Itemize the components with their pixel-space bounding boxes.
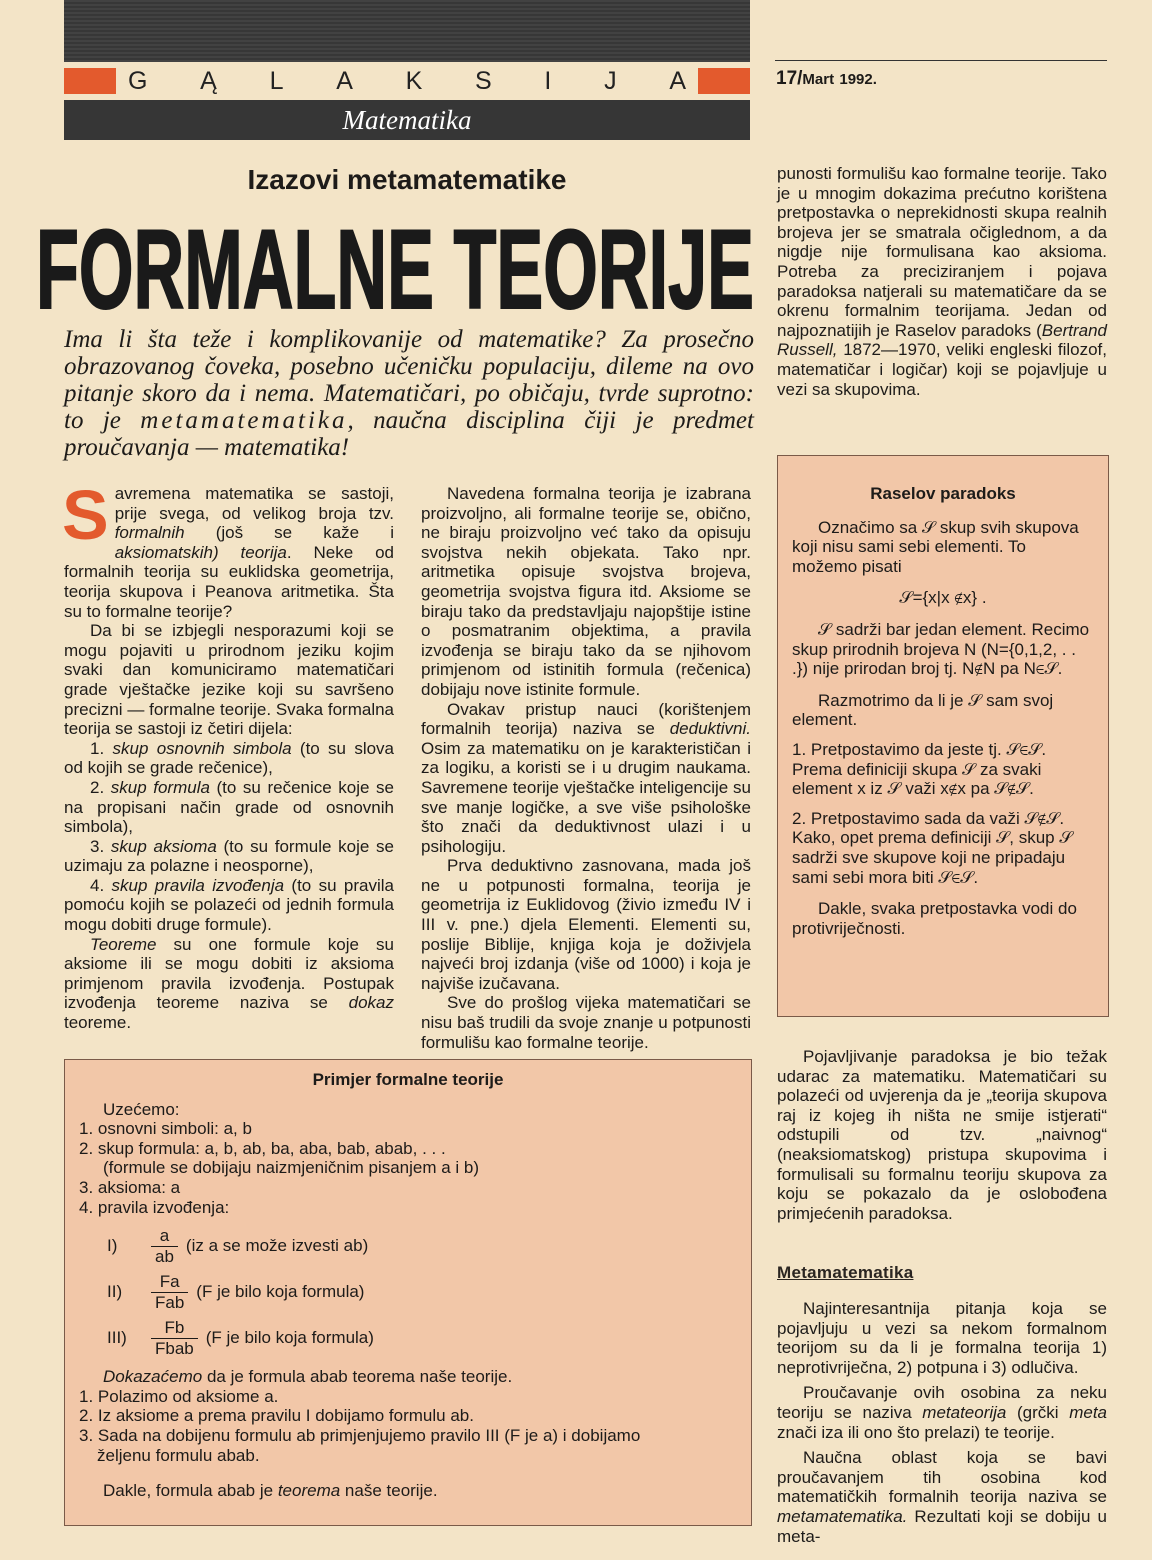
paragraph: Navedena formalna teorija je izabrana proizvoljno, ali formalne teorije se, obično, ne biraju proizvoljno već tako da opisuju svojstva nekih objekata. Tako npr. aritmetika opisuje svojstva brojeva, geometrija svojstva figura itd. Aksiome se biraju tako da predstavljaju najopštije istine o posmatranim objektima, a pravila izvođenja se biraju tako da se njihovom primjenom od istinitih formula (rečenica) dobijaju nove istinite formule. bbox=[421, 484, 751, 699]
paragraph: Ovakav pristup nauci (korištenjem formalnih teorija) naziva se deduktivni. Osim za matematiku on je karakterističan i za logiku, a koristi se i u drugim naukama. Savremene teorije vještačke inteligencije su sve manje logičke, a sve više psihološke što znači da deduktivnost ulazi i u psihologiju. bbox=[421, 699, 751, 856]
article-column-3-middle bbox=[777, 1047, 1107, 1223]
masthead-texture-bar bbox=[64, 0, 750, 62]
list-item: 4. pravila izvođenja: bbox=[79, 1197, 230, 1217]
paragraph: Prva deduktivno zasnovana, mada još ne u potpunosti formalna, teorija je geometrija iz Euklidovog (živio između IV i III v. pne.) djela Elementi. Elementi su, poslije Biblije, knjiga koja je doživjela najveći broj izdanja (više od 1000) i koja je najviše izučavana. bbox=[421, 856, 751, 993]
box-title: Raselov paradoks bbox=[870, 484, 1016, 503]
brand-letter: Ą bbox=[200, 67, 219, 95]
proof-step: 2. Iz aksiome a prema pravilu I dobijamo formulu ab. bbox=[79, 1406, 474, 1426]
inference-rule: I) $\frac{a}{ab}$ (iz a se može izvesti ab) bbox=[107, 1225, 369, 1266]
list-item: 1. skup osnovnih simbola (to su slova od kojih se grade rečenice), bbox=[64, 738, 395, 778]
issue-number: 17/ bbox=[776, 68, 803, 89]
set-symbol: 𝒮 bbox=[968, 690, 982, 710]
brand-letter: L bbox=[269, 67, 286, 95]
list-item: (formule se dobijaju naizmjeničnim pisanjem a i b) bbox=[103, 1158, 480, 1178]
set-symbol: 𝒮 bbox=[818, 619, 832, 639]
proof-step: željenu formulu abab. bbox=[97, 1445, 260, 1465]
section-title: Matematika bbox=[64, 100, 750, 140]
article-lede: Ima li šta teže i komplikovanije od matematike? Za prosečno obrazovanog čoveka, posebno učeničku populaciju, dileme na ovo pitanje skoro da i nema. Matematičari, po običaju, tvrde suprotno: to je metamatematika, naučna disciplina čiji je predmet proučavanja — matematika! bbox=[64, 326, 754, 461]
list-item: 1. osnovni simboli: a, b bbox=[79, 1119, 252, 1139]
fraction: $\frac{a}{ab}$ bbox=[151, 1226, 178, 1267]
formula: 𝒮={x|x ∉x} . bbox=[899, 588, 987, 608]
fraction: $\frac{Fa}{\text{Fab}}$ bbox=[151, 1272, 188, 1313]
brand-name bbox=[128, 66, 688, 96]
masthead-rule bbox=[775, 60, 1107, 61]
proof-step: 3. Sada na dobijenu formulu ab primjenjujemo pravilo III (F je a) i dobijamo bbox=[79, 1425, 641, 1445]
paragraph: Teoreme su one formule koje su aksiome ili se mogu dobiti iz aksioma primjenom pravila izvođenja. Postupak izvođenja teoreme naziva se dokaz teoreme. bbox=[64, 934, 394, 1033]
brand-letter: A bbox=[669, 67, 688, 95]
brand-letter: I bbox=[544, 67, 554, 95]
list-item: 3. skup aksioma (to su formule koje se uzimaju za polazne i neosporne), bbox=[64, 836, 394, 876]
proof-step: 1. Polazimo od aksiome a. bbox=[79, 1386, 279, 1406]
paragraph: Da bi se izbjegli nesporazumi koji se mogu pojaviti u prirodnom jeziku kojim svaki dan komuniciramo matematičari grade vještačke jezike koji su savršeno precizni — formalne teorije. Svaka formalna teorija se sastoji iz četiri dijela: bbox=[64, 621, 394, 739]
inference-rule: II) $\frac{Fa}{\text{Fab}}$ (F je bilo koja formula) bbox=[107, 1271, 365, 1312]
masthead-brand-row bbox=[64, 66, 750, 96]
article-column-2 bbox=[421, 484, 751, 1052]
article-column-1: Savremena matematika se sastoji, prije svega, od velikog broja tzv. formalnih (još se kaže i aksiomatskih) teorija. Neke od formalnih teorija su euklidska geometrija, teorija skupova i Peanova aritmetika. Šta su to formalne teorije? Da bi se izbjegli nesporazumi koji se mogu pojaviti u prirodnom jeziku kojim svaki dan komuniciramo matematičari grade vještačke jezike koji su savršeno precizni — formalne teorije. Svaka formalna teorija se sastoji iz četiri dijela: 1. skup osnovnih simbola (to su slova od kojih se grade rečenice), 2. skup formula (to su rečenice koje se na propisani način grade od osnovnih simbola), 3. skup aksioma (to su formule koje se uzimaju za polazne i neosporne), 4. skup pravila izvođenja (to su pravila pomoću kojih se polazeći od jednih formula mogu dobiti druge formule). Teoreme su one formule koje su aksiome ili se mogu dobiti iz aksioma primjenom pravila izvođenja. Postupak izvođenja teoreme naziva se dokaz teoreme. bbox=[62, 476, 395, 1033]
paragraph: punosti formulišu kao formalne teorije. Tako je u mnogim dokazima prećutno korištena pretpostavka o neprekidnosti skupa realnih brojeva jer se smatrala očiglednom, a da nigdje nije formulisana kao aksioma. Potreba za preciziranjem i pojava paradoksa natjerali su matematičare da se okrenu formalnim teorijama. Jedan od najpoznatijih je Raselov paradoks (Bertrand Russell, 1872—1970, veliki engleski filozof, matematičar i logičar) koji se pojavljuje u vezi sa skupovima. bbox=[777, 164, 1107, 399]
russell-paradox-box: Raselov paradoks Označimo sa 𝒮 skup svih skupova koji nisu sami sebi elementi. To možemo pisati 𝒮={x|x ∉x} . 𝒮 sadrži bar jedan element. Recimo skup prirodnih brojeva N (N={0,1,2, . . .}) nije prirodan broj tj. N∉N pa N∈𝒮. Razmotrimo da li je 𝒮 sam svoj element. 1. Pretpostavimo da jeste tj. 𝒮∈𝒮. Prema definiciji skupa 𝒮 za svaki element x iz 𝒮 važi x∉x pa 𝒮∉𝒮. 2. Pretpostavimo sada da važi 𝒮∉𝒮. Kako, opet prema definiciji 𝒮, skup 𝒮 sadrži sve skupove koji ne pripadaju sami sebi mora biti 𝒮∈𝒮. Dakle, svaka pretpostavka vodi do protivriječnosti. bbox=[777, 455, 1109, 1017]
rule-list bbox=[79, 1223, 737, 1361]
headline-text: FORMALNE TEORIJE bbox=[36, 208, 754, 318]
list-item: 2. skup formula (to su rečenice koje se na propisani način grade od osnovnih simbola), bbox=[64, 777, 394, 837]
issue-info bbox=[776, 66, 877, 93]
article-column-3-top bbox=[777, 164, 1107, 399]
brand-letter: S bbox=[475, 67, 494, 95]
fraction: $\frac{Fb}{\text{Fbab}}$ bbox=[151, 1318, 198, 1359]
paragraph: Najinteresantnija pitanja koja se pojavljuju u vezi sa nekom formalnom teorijom su da li je formalna teorija 1) neprotivriječna, 2) potpuna i 3) odlučiva. bbox=[777, 1299, 1107, 1377]
brand-letter: J bbox=[604, 67, 619, 95]
brand-accent-left bbox=[64, 68, 116, 94]
drop-cap: S bbox=[62, 476, 109, 554]
brand-letter: A bbox=[336, 67, 355, 95]
paragraph: Dakle, svaka pretpostavka vodi do protivriječnosti. bbox=[792, 899, 1077, 938]
subheading-metamatematika: Metamatematika bbox=[777, 1263, 914, 1282]
brand-letter: K bbox=[405, 67, 425, 95]
article-headline bbox=[36, 208, 756, 318]
list-item: 4. skup pravila izvođenja (to su pravila pomoću kojih se polazeći od jednih formula mogu dobiti druge formule). bbox=[64, 875, 394, 935]
article-column-3-bottom: Najinteresantnija pitanja koja se pojavljuju u vezi sa nekom formalnom teorijom su da li je formalna teorija 1) neprotivriječna, 2) potpuna i 3) odlučiva. Proučavanje ovih osobina za neku teoriju se naziva metateorija (grčki meta znači iza ili ono što prelazi) te teorije. Naučna oblast koja se bavi proučavanjem tih osobina kod matematičkih formalnih teorija naziva se metamatematika. Rezultati koji se dobiju u meta- bbox=[777, 1299, 1107, 1546]
issue-year: 1992. bbox=[839, 71, 877, 88]
list-item: 2. skup formula: a, b, ab, ba, aba, bab, abab, . . . bbox=[79, 1138, 446, 1158]
inference-rule: III) $\frac{Fb}{\text{Fbab}}$ (F je bilo koja formula) bbox=[107, 1317, 374, 1358]
formal-theory-example-box: Primjer formalne teorije Uzećemo: 1. osnovni simboli: a, b 2. skup formula: a, b, ab, ba, aba, bab, abab, . . . (formule se dobijaju naizmjeničnim pisanjem a i b) 3. aksioma: a 4. pravila izvođenja: I) $\frac{a}{ab}$ (iz a se može izvesti ab) II) $\frac{Fa}{\text{Fab}}$ (F je bilo koja formula) III) $\frac{Fb}{\text{Fbab}}$ (F je bilo koja formula) Dokazaćemo da je formula abab teorema naše teorije. 1. Polazimo od aksiome a. 2. Iz aksiome a prema pravilu I dobijamo formulu ab. 3. Sada na dobijenu formulu ab primjenjujemo pravilo III (F je a) i dobijamo željenu formulu abab. Dakle, formula abab je teorema naše teorije. bbox=[64, 1059, 752, 1526]
list-item: 3. aksioma: a bbox=[79, 1177, 181, 1197]
article-kicker: Izazovi metamatematike bbox=[247, 164, 567, 195]
issue-month: Mart bbox=[802, 71, 835, 88]
brand-letter: G bbox=[128, 67, 150, 95]
box-title: Primjer formalne teorije bbox=[312, 1070, 504, 1089]
lede-emphasis: metamatematika bbox=[140, 407, 348, 434]
paragraph: Pojavljivanje paradoksa je bio težak udarac za matematiku. Matematičari su polazeći od uvjerenja da je „teorija skupova raj iz kojeg ih ništa ne smije istjerati“ odstupili od tzv. „naivnog“ (neaksiomatskog) pristupa skupovima i formulisali su formalnu teoriju skupova za koju se pokazalo da je oslobođena primjećenih paradoksa. bbox=[777, 1047, 1107, 1223]
paragraph: Sve do prošlog vijeka matematičari se nisu baš trudili da svoje znanje u potpunosti formulišu kao formalne teorije. bbox=[421, 993, 751, 1052]
set-symbol: 𝒮 bbox=[921, 517, 936, 537]
brand-accent-right bbox=[698, 68, 750, 94]
